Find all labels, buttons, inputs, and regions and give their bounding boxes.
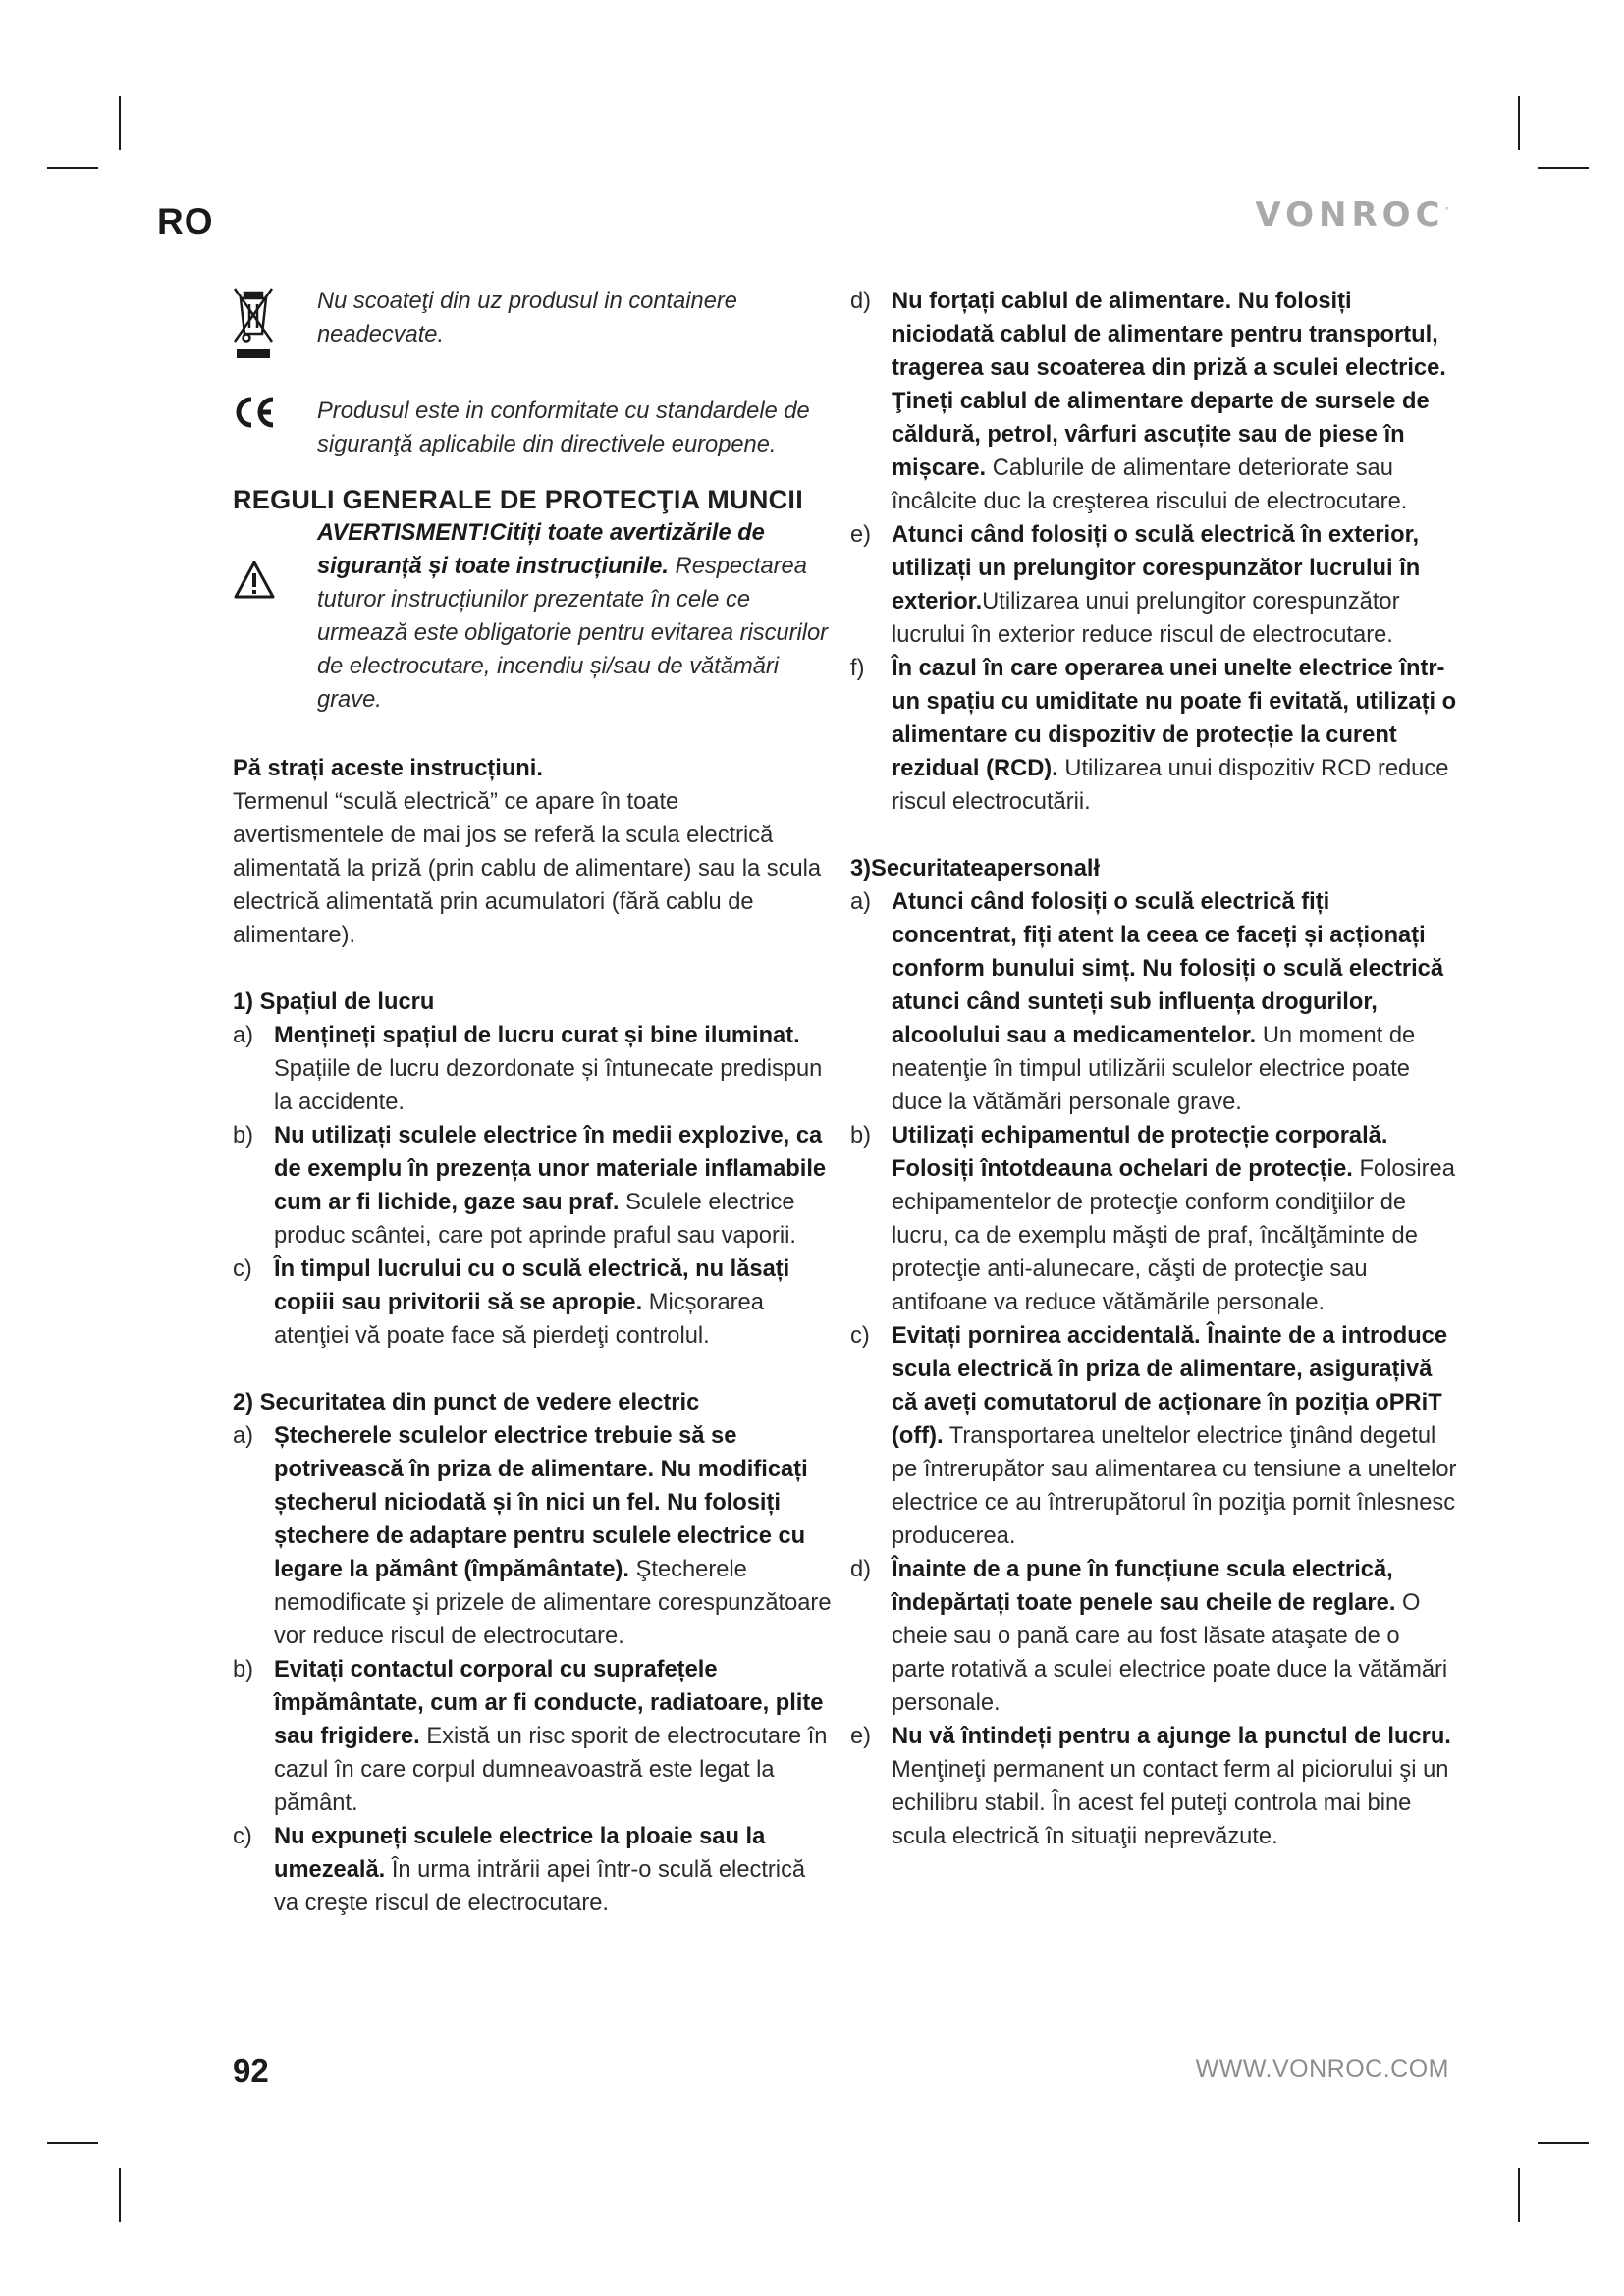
item-bold: Utilizați echipamentul de protecție corporală. Folosiți întotdeauna ochelari de protecție. xyxy=(892,1123,1388,1182)
item-label: e) xyxy=(850,1724,872,1749)
language-code: RO xyxy=(157,201,214,241)
website-link[interactable]: WWW.VONROC.COM xyxy=(1195,2056,1449,2083)
item-bold: În timpul lucrului cu o sculă electrică, nu lăsați copiii sau privitorii să se apropie. xyxy=(274,1256,790,1315)
item-text: În urma intrării apei într-o sculă electrică va creşte riscul de electrocutare. xyxy=(274,1857,806,1916)
list-item xyxy=(850,885,1459,1119)
item-text: Transportarea uneltelor electrice ţinând degetul pe întrerupător sau alimentarea cu tensiune a uneltelor electrice ce au întrerupătorul în poziţia pornit înlesnesc producerea. xyxy=(892,1423,1457,1549)
item-text: Sculele electrice produc scântei, care pot aprinde praful sau vaporii. xyxy=(274,1190,796,1249)
section-3-title: 3)Securitateapersonalł xyxy=(850,856,1101,881)
item-label: b) xyxy=(233,1657,254,1682)
warning-text xyxy=(317,516,834,717)
left-column xyxy=(233,285,834,1920)
item-bold: Înainte de a pune în funcțiune scula electrică, îndepărtați toate penele sau cheile de reglare. xyxy=(892,1557,1396,1616)
item-bold: Ștecherele sculelor electrice trebuie să se potrivească în priza de alimentare. Nu modificați ștecherul niciodată și în nici un fel. Nu folosiți ștechere de adaptare pentru sculele electrice cu legare la pământ (împământate). xyxy=(274,1423,808,1582)
list-item xyxy=(850,1319,1459,1553)
item-text: Ştecherele nemodificate şi prizele de alimentare corespunzătoare vor reduce riscul de electrocutare. xyxy=(274,1557,832,1649)
item-text: O cheie sau o pană care au fost lăsate ataşate de o parte rotativă a sculei electrice poate duce la vătămări personale. xyxy=(892,1590,1448,1716)
list-item xyxy=(233,1253,834,1353)
item-label: b) xyxy=(233,1123,254,1148)
keep-text: Termenul “sculă electrică” ce apare în toate avertismentele de mai jos se referă la scula electrică alimentată la priză (prin cablu de alimentare) sau la scula electrică alimentată prin acumulatori (fără cablu de alimentare). xyxy=(233,789,822,948)
crop-mark xyxy=(119,96,121,150)
warning-row xyxy=(233,516,834,717)
item-bold: Nu expuneți sculele electrice la ploaie sau la umezeală. xyxy=(274,1824,766,1883)
symbol-row-ce xyxy=(233,395,834,461)
crop-mark xyxy=(47,2142,98,2144)
item-label: e) xyxy=(850,522,872,548)
item-label: c) xyxy=(850,1323,870,1349)
item-text: Menţineţi permanent un contact ferm al piciorului şi un echilibru stabil. În acest fel puteţi controla mai bine scula electrică în situaţii neprevăzute. xyxy=(892,1757,1449,1849)
warning-triangle-icon xyxy=(233,516,317,611)
item-bold: Evitați pornirea accidentală. Înainte de a introduce scula electrică în priza de alimentare, asigurațivă că aveți comutatorul de acționare în poziția oPRiT (off). xyxy=(892,1323,1448,1449)
page-number: 92 xyxy=(233,2053,269,2089)
ce-mark-icon xyxy=(233,395,317,440)
crop-mark xyxy=(1518,96,1520,150)
item-bold: Nu forțați cablul de alimentare. Nu folosiți niciodată cablul de alimentare pentru transportul, tragerea sau scoaterea din priză a sculei electrice. Ţineți cablul de alimentare departe de sursele de căldură, petrol, vârfuri ascuțite sau de piese în mișcare. xyxy=(892,289,1446,481)
crop-mark xyxy=(119,2168,121,2222)
list-item xyxy=(233,1419,834,1653)
brand-mark: ° xyxy=(1444,206,1449,217)
crop-mark xyxy=(47,167,98,169)
list-item xyxy=(233,1119,834,1253)
section-1-title: 1) Spațiul de lucru xyxy=(233,989,435,1015)
item-label: d) xyxy=(850,289,872,314)
brand-name: VONROC xyxy=(1255,195,1445,235)
list-item xyxy=(233,1653,834,1820)
warning-bold: AVERTISMENT!Citiți toate avertizările de siguranță și toate instrucțiunile. xyxy=(317,520,765,579)
item-bold: Atunci când folosiți o sculă electrică fiți concentrat, fiți atent la ceea ce faceți și acționați conform bunului simț. Nu folosiți o sculă electrică atunci când sunteți sub influența drogurilor, alcoolului sau a medicamentelor. xyxy=(892,889,1443,1048)
list-item xyxy=(233,1019,834,1119)
crossed-out-wheelie-bin-icon xyxy=(233,285,317,373)
item-bold: Nu utilizați sculele electrice în medii explozive, ca de exemplu în prezența unor materiale inflamabile cum ar fi lichide, gaze sau praf. xyxy=(274,1123,827,1215)
general-rules-heading: REGULI GENERALE DE PROTECŢIA MUNCII xyxy=(233,485,804,514)
section-2-title: 2) Securitatea din punct de vedere electric xyxy=(233,1390,700,1415)
disposal-text: Nu scoateţi din uz produsul in containere neadecvate. xyxy=(317,289,737,347)
item-label: c) xyxy=(233,1256,252,1282)
symbol-row-disposal xyxy=(233,285,834,373)
item-label: a) xyxy=(233,1423,254,1449)
brand-logo xyxy=(1204,195,1449,235)
list-item xyxy=(850,518,1459,652)
item-bold: Nu vă întindeți pentru a ajunge la punctul de lucru. xyxy=(892,1724,1451,1749)
ce-text: Produsul este in conformitate cu standardele de siguranţă aplicabile din directivele europene. xyxy=(317,399,810,457)
list-item xyxy=(850,285,1459,518)
crop-mark xyxy=(1538,2142,1589,2144)
right-column xyxy=(850,285,1459,1853)
item-text: Utilizarea unui prelungitor corespunzător lucrului în exterior reduce riscul de electrocutare. xyxy=(892,589,1400,648)
item-label: d) xyxy=(850,1557,872,1582)
item-text: Există un risc sporit de electrocutare în cazul în care corpul dumneavoastră este legat la pământ. xyxy=(274,1724,828,1816)
item-label: a) xyxy=(850,889,872,915)
crop-mark xyxy=(1538,167,1589,169)
item-text: Folosirea echipamentelor de protecţie conform condiţiilor de lucru, ca de exemplu măşti de praf, încălţăminte de protecţie anti-alunecare, căşti de protecţie sau antifoane va reduce vătămările personale. xyxy=(892,1156,1455,1315)
list-item xyxy=(850,652,1459,819)
item-label: b) xyxy=(850,1123,872,1148)
item-bold: În cazul în care operarea unei unelte electrice într-un spațiu cu umiditate nu poate fi evitată, utilizați o alimentare cu dispozitiv de protecție la curent rezidual (RCD). xyxy=(892,656,1457,781)
item-label: c) xyxy=(233,1824,252,1849)
list-item xyxy=(233,1820,834,1920)
keep-title: Pă strați aceste instrucțiuni. xyxy=(233,756,543,781)
item-text: Utilizarea unui dispozitiv RCD reduce riscul electrocutării. xyxy=(892,756,1449,815)
keep-instructions xyxy=(233,752,834,952)
item-text: Micșorarea atenţiei vă poate face să pierdeţi controlul. xyxy=(274,1290,764,1349)
crop-mark xyxy=(1518,2168,1520,2222)
item-bold: Mențineți spațiul de lucru curat și bine iluminat. xyxy=(274,1023,800,1048)
item-bold: Evitați contactul corporal cu suprafețele împământate, cum ar fi conducte, radiatoare, plite sau frigidere. xyxy=(274,1657,824,1749)
list-item xyxy=(850,1119,1459,1319)
list-item xyxy=(850,1553,1459,1720)
item-bold: Atunci când folosiți o sculă electrică în exterior, utilizați un prelungitor corespunzător lucrului în exterior. xyxy=(892,522,1421,614)
item-text: Spațiile de lucru dezordonate și întunecate predispun la accidente. xyxy=(274,1056,823,1115)
item-label: f) xyxy=(850,656,865,681)
item-text: Un moment de neatenţie în timpul utilizării sculelor electrice poate duce la vătămări personale grave. xyxy=(892,1023,1416,1115)
item-label: a) xyxy=(233,1023,254,1048)
warning-rest: Respectarea tuturor instrucțiunilor prezentate în cele ce urmează este obligatorie pentru evitarea riscurilor de electrocutare, incendiu și/sau de vătămări grave. xyxy=(317,554,829,713)
list-item xyxy=(850,1720,1459,1853)
item-text: Cablurile de alimentare deteriorate sau încâlcite duc la creşterea riscului de electrocutare. xyxy=(892,455,1408,514)
